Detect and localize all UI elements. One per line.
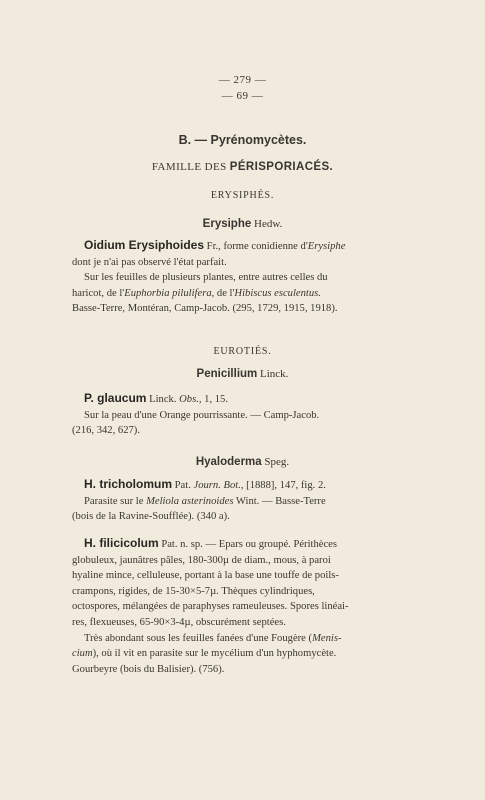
entry-line: P. glaucum Linck. Obs., 1, 15. bbox=[84, 391, 228, 405]
group-heading-erysiphes: ERYSIPHÉS. bbox=[210, 190, 275, 201]
entry-line: hyaline mince, celluleuse, portant à la base une touffe de poils- bbox=[72, 570, 339, 582]
entry-line: globuleux, jaunâtres pâles, 180-300µ de diam., mous, à paroi bbox=[72, 554, 331, 566]
species-name: H. tricholomum bbox=[84, 477, 173, 491]
entry-line: res, flexueuses, 65-90×3-4µ, obscurément septées. bbox=[72, 616, 286, 628]
entry-line: H. filicicolum Pat. n. sp. — Epars ou groupé. Périthèces bbox=[84, 536, 337, 550]
genus-heading-hyaloderma bbox=[0, 456, 485, 468]
entry-line: haricot, de l'Euphorbia pilulifera, de l'Hibiscus esculentus. bbox=[72, 287, 321, 299]
family-heading bbox=[0, 161, 485, 173]
genus-author: Hedw. bbox=[254, 218, 283, 230]
entry-line: octospores, mélangées de paraphyses rameuleuses. Spores linéai- bbox=[72, 601, 349, 613]
page-number-second: — 69 — bbox=[221, 90, 264, 102]
genus-author: Linck. bbox=[260, 368, 289, 380]
entry-line: Parasite sur le Meliola asterinoides Wint. — Basse-Terre bbox=[84, 495, 326, 507]
genus-author: Speg. bbox=[264, 456, 290, 468]
entry-line: dont je n'ai pas observé l'état parfait. bbox=[72, 256, 227, 268]
entry-line: Sur la peau d'une Orange pourrissante. — Camp-Jacob. bbox=[84, 409, 320, 421]
section-heading: B. — Pyrénomycètes. bbox=[178, 133, 307, 147]
entry-penicillium-glaucum bbox=[72, 391, 410, 439]
entry-line: (216, 342, 627). bbox=[72, 425, 140, 437]
species-name: Oidium Erysiphoides bbox=[84, 238, 205, 252]
entry-line: Basse-Terre, Montéran, Camp-Jacob. (295, 1729, 1915, 1918). bbox=[72, 303, 338, 315]
species-name: H. filicicolum bbox=[84, 536, 159, 550]
family-name: PÉRISPORIACÉS. bbox=[229, 161, 334, 173]
species-name: P. glaucum bbox=[84, 391, 147, 405]
entry-line: Gourbeyre (bois du Balisier). (756). bbox=[72, 663, 225, 675]
genus-name: Penicillium bbox=[196, 368, 258, 380]
entry-oidium-erysiphoides bbox=[72, 238, 410, 317]
genus-name: Erysiphe bbox=[202, 218, 252, 230]
genus-heading-penicillium bbox=[0, 368, 485, 380]
entry-line: cium), où il vit en parasite sur le mycélium d'un hyphomycète. bbox=[72, 648, 337, 660]
group-heading-eurotiees: EUROTIÉS. bbox=[213, 346, 272, 357]
entry-line: (bois de la Ravine-Soufflée). (340 a). bbox=[72, 511, 230, 523]
entry-line: Sur les feuilles de plusieurs plantes, entre autres celles du bbox=[84, 272, 328, 284]
entry-line: Très abondant sous les feuilles fanées d'une Fougère (Menis- bbox=[84, 632, 342, 644]
genus-heading-erysiphe bbox=[0, 218, 485, 230]
family-prefix: FAMILLE DES bbox=[151, 161, 227, 173]
entry-hyaloderma-filicicolum bbox=[72, 536, 410, 677]
entry-hyaloderma-tricholomum bbox=[72, 477, 410, 525]
page-number-top: — 279 — bbox=[218, 74, 267, 86]
entry-line: Oidium Erysiphoides Fr., forme conidienne d'Erysiphe bbox=[84, 238, 346, 252]
entry-line: crampons, rigides, de 15-30×5-7µ. Thèques cylindriques, bbox=[72, 585, 315, 597]
genus-name: Hyaloderma bbox=[195, 456, 262, 468]
entry-line: H. tricholomum Pat. Journ. Bot., [1888], 147, fig. 2. bbox=[84, 477, 326, 491]
